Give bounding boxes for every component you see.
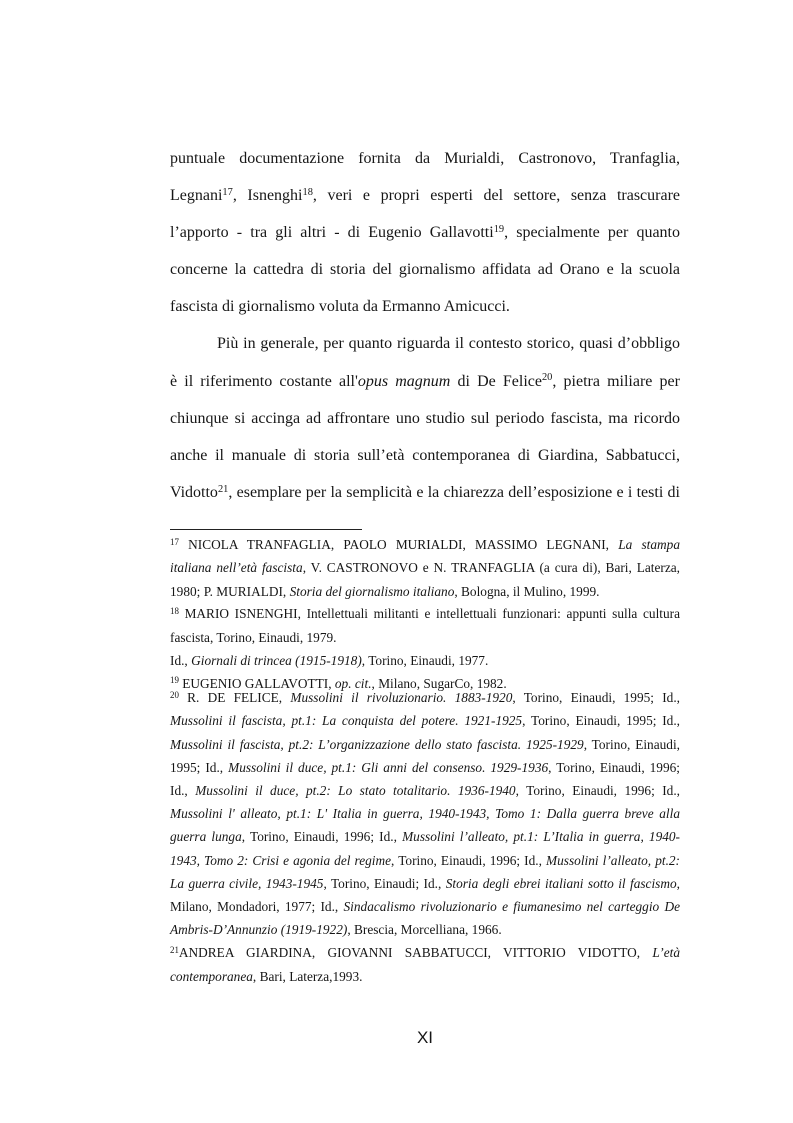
text-run: , Bari, Laterza,1993. (252, 968, 363, 984)
italic-text-run: Mussolini l’alleato, pt.1: L’Italia in guerra, 1940- (402, 829, 680, 845)
text-run: , Torino, Einaudi, 1996; Id., (515, 783, 680, 799)
text-run: fascista, Torino, Einaudi, 1979. (170, 629, 337, 645)
text-run: , specialmente per quanto (504, 224, 680, 242)
footnote-21 (170, 941, 680, 987)
body-paragraph (170, 140, 680, 325)
footnote-line (170, 802, 680, 825)
text-run: , Torino, Einaudi, 1995; Id., (522, 713, 681, 729)
footnote-line (170, 779, 680, 802)
footnote-ref-21: 21 (217, 483, 229, 495)
text-line (170, 325, 680, 362)
italic-text-run: Mussolini il duce, pt.2: Lo stato totalitario. 1936-1940 (195, 783, 516, 799)
text-run: , Torino, Einaudi, (583, 736, 680, 752)
footnote-ref-20: 20 (541, 372, 553, 384)
text-run: , Torino, Einaudi, 1996; Id., (391, 852, 547, 868)
footnote-number: 20 (170, 689, 179, 700)
text-line (170, 214, 680, 251)
italic-text-run: Giornali di trincea (1915-1918) (191, 652, 362, 668)
text-run: Id., (170, 783, 196, 799)
italic-text-run: guerra lunga (170, 829, 242, 845)
text-run: , Brescia, Morcelliana, 1966. (347, 922, 502, 938)
footnote-line (170, 849, 680, 872)
text-run: , veri e propri esperti del settore, senza trascurare (312, 187, 681, 205)
italic-text-run: Mussolini il rivoluzionario. 1883-1920 (290, 690, 513, 706)
footnote-line (170, 709, 680, 732)
footnote-17 (170, 533, 680, 603)
text-run: , Torino, Einaudi, 1995; Id., (512, 690, 680, 706)
body-text (170, 140, 680, 511)
footnote-18 (170, 602, 680, 672)
text-line (170, 177, 680, 214)
italic-text-run: Storia del giornalismo italiano (289, 583, 455, 599)
italic-text-run: contemporanea (170, 968, 253, 984)
italic-text-run: Sindacalismo rivoluzionario e fiumanesimo nel carteggio De (343, 898, 680, 914)
italic-text-run: italiana nell’età fascista (170, 560, 303, 576)
italic-text-run: opus magnum (357, 372, 451, 390)
footnote-line (170, 895, 680, 918)
text-run: EUGENIO GALLAVOTTI, (178, 675, 335, 691)
text-run: , Bologna, il Mulino, 1999. (454, 583, 600, 599)
text-run: 1980; P. MURIALDI, (170, 583, 290, 599)
text-run: Legnani (170, 187, 223, 205)
footnote-line (170, 580, 680, 603)
footnote-separator (170, 529, 362, 530)
page-number: XI (416, 1028, 434, 1047)
text-run: , Isnenghi (232, 187, 303, 205)
italic-text-run: op. cit. (334, 675, 372, 691)
footnote-line (170, 556, 680, 579)
text-run: Vidotto (170, 483, 218, 501)
text-run: , Torino, Einaudi, 1996; (548, 759, 681, 775)
footnote-line (170, 533, 680, 556)
text-run: , Torino, Einaudi, 1996; Id., (241, 829, 403, 845)
text-run: di De Felice (450, 372, 542, 390)
text-run: anche il manuale di storia sull’età contemporanea di Giardina, Sabbatucci, (170, 446, 680, 464)
text-run: puntuale documentazione fornita da Murialdi, Castronovo, Tranfaglia, (170, 150, 680, 167)
footnote-line (170, 649, 680, 672)
text-run: fascista di giornalismo voluta da Ermanno Amicucci. (170, 298, 510, 316)
text-run: R. DE FELICE, (178, 690, 291, 706)
text-line (170, 474, 680, 511)
text-line (170, 288, 680, 325)
text-run: 1995; Id., (170, 759, 229, 775)
text-run: concerne la cattedra di storia del giornalismo affidata ad Orano e la scuola (170, 261, 680, 279)
footnote-line (170, 756, 680, 779)
footnote-line (170, 602, 680, 625)
italic-text-run: L’età (652, 945, 680, 961)
footnote-line (170, 872, 680, 895)
text-run: , esemplare per la semplicità e la chiarezza dell’esposizione e i testi di (228, 483, 680, 501)
text-run: NICOLA TRANFAGLIA, PAOLO MURIALDI, MASSIMO LEGNANI, (178, 537, 619, 553)
italic-text-run: Mussolini l' alleato, pt.1: L' Italia in guerra, 1940-1943, Tomo 1: Dalla guerra breve alla (170, 806, 680, 822)
italic-text-run: La guerra civile, 1943-1945 (170, 875, 324, 891)
text-line (170, 140, 680, 177)
footnote-number: 19 (170, 675, 179, 686)
body-paragraph (170, 325, 680, 510)
text-run: chiunque si accinga ad affrontare uno studio sul periodo fascista, ma ricordo (170, 409, 680, 427)
footnote-ref-19: 19 (493, 224, 505, 235)
text-run: ANDREA GIARDINA, GIOVANNI SABBATUCCI, VITTORIO VIDOTTO, (178, 945, 653, 961)
footnote-line (170, 686, 680, 709)
footnote-line (170, 825, 680, 848)
footnote-number: 21 (170, 944, 179, 955)
italic-text-run: 1943, Tomo 2: Crisi e agonia del regime (170, 852, 392, 868)
footnote-ref-17: 17 (222, 186, 233, 198)
text-run: , (676, 875, 680, 891)
text-run: MARIO ISNENGHI, Intellettuali militanti e intellettuali funzionari: appunti sulla cultura (178, 606, 680, 622)
text-line (170, 437, 680, 474)
footnote-line (170, 918, 680, 941)
italic-text-run: Mussolini l’alleato, pt.2: (546, 852, 680, 868)
footnote-20 (170, 686, 680, 941)
text-run: , Torino, Einaudi, 1977. (361, 652, 489, 668)
italic-text-run: Storia degli ebrei italiani sotto il fascismo (445, 875, 677, 891)
footnote-line (170, 965, 680, 988)
footnote-number: 17 (170, 536, 179, 547)
text-run: l’apporto - tra gli altri - di Eugenio Gallavotti (170, 224, 494, 242)
italic-text-run: La stampa (618, 537, 680, 553)
text-line (170, 251, 680, 288)
footnote-line (170, 626, 680, 649)
text-run: Id., (170, 652, 192, 668)
footnote-number: 18 (170, 605, 179, 616)
text-run: , Milano, SugarCo, 1982. (371, 675, 507, 691)
italic-text-run: Mussolini il fascista, pt.1: La conquista del potere. 1921-1925 (170, 713, 523, 729)
text-run: , Torino, Einaudi; Id., (323, 875, 446, 891)
text-run: è il riferimento costante all' (170, 372, 358, 390)
italic-text-run: Mussolini il duce, pt.1: Gli anni del consenso. 1929-1936 (228, 759, 549, 775)
text-run: Milano, Mondadori, 1977; Id., (170, 898, 344, 914)
italic-text-run: Mussolini il fascista, pt.2: L’organizzazione dello stato fascista. 1925-1929 (170, 736, 584, 752)
footnote-line (170, 733, 680, 756)
footnote-line (170, 941, 680, 964)
italic-text-run: Ambris-D’Annunzio (1919-1922) (170, 922, 348, 938)
text-run: , V. CASTRONOVO e N. TRANFAGLIA (a cura di), Bari, Laterza, (302, 560, 680, 576)
text-line (170, 400, 680, 437)
text-run: Più in generale, per quanto riguarda il contesto storico, quasi d’obbligo (217, 335, 680, 353)
footnote-ref-18: 18 (302, 186, 313, 198)
text-line (170, 363, 680, 400)
text-run: , pietra miliare per (552, 372, 680, 390)
